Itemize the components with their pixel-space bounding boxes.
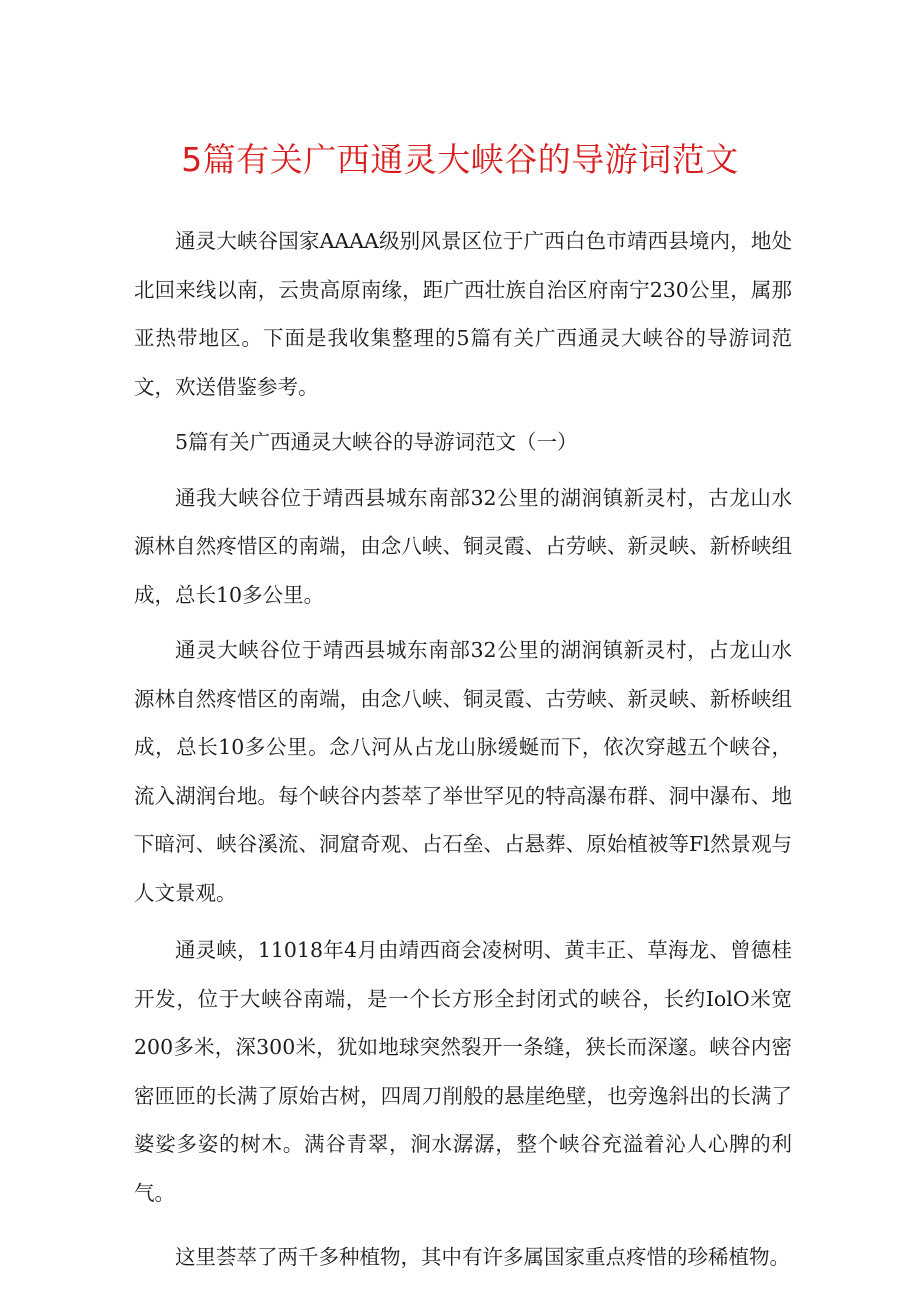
body-paragraph: 这里荟萃了两千多种植物，其中有许多属国家重点疼惜的珍稀植物。 [175,1245,790,1269]
body-paragraph: 通灵大峡谷位于靖西县城东南部32公里的湖润镇新灵村，占龙山水源林自然疼惜区的南端，由念八峡、铜灵霞、古劳峡、新灵峡、新桥峡组成，总长10多公里。念八河从占龙山脉缓蜒而下，依次穿越五个峡谷，流入湖润台地。每个峡谷内荟萃了举世罕见的特高瀑布群、洞中瀑布、地下暗河、峡谷溪流、洞窟奇观、占石垒、占悬葬、原始植被等Fl然景观与人文景观。 [134,638,792,905]
section-heading: 5篇有关广西通灵大峡谷的导游词范文（一） [175,430,578,454]
body-paragraph: 通灵峡，11018年4月由靖西商会凌树明、黄丰正、草海龙、曾德桂开发，位于大峡谷南端，是一个长方形全封闭式的峡谷，长约IolO米宽200多米，深300米，犹如地球突然裂开一条缝，狭长而深邃。峡谷内密密匝匝的长满了原始古树，四周刀削般的悬崖绝壁，也旁逸斜出的长满了婆娑多姿的树木。满谷青翠，涧水潺潺，整个峡谷充溢着沁人心脾的利气。 [134,938,792,1205]
intro-paragraph: 通灵大峡谷国家AAAA级别风景区位于广西白色市靖西县境内，地处北回来线以南，云贵高原南缘，距广西壮族自治区府南宁230公里，属那亚热带地区。下面是我收集整理的5篇有关广西通灵大峡谷的导游词范文，欢送借鉴参考。 [134,229,792,399]
body-paragraph: 通我大峡谷位于靖西县城东南部32公里的湖润镇新灵村，古龙山水源林自然疼惜区的南端，由念八峡、铜灵霞、占劳峡、新灵峡、新桥峡组成，总长10多公里。 [134,485,792,607]
document-title: 5篇有关广西通灵大峡谷的导游词范文 [181,140,739,179]
document-body [134,217,792,1282]
